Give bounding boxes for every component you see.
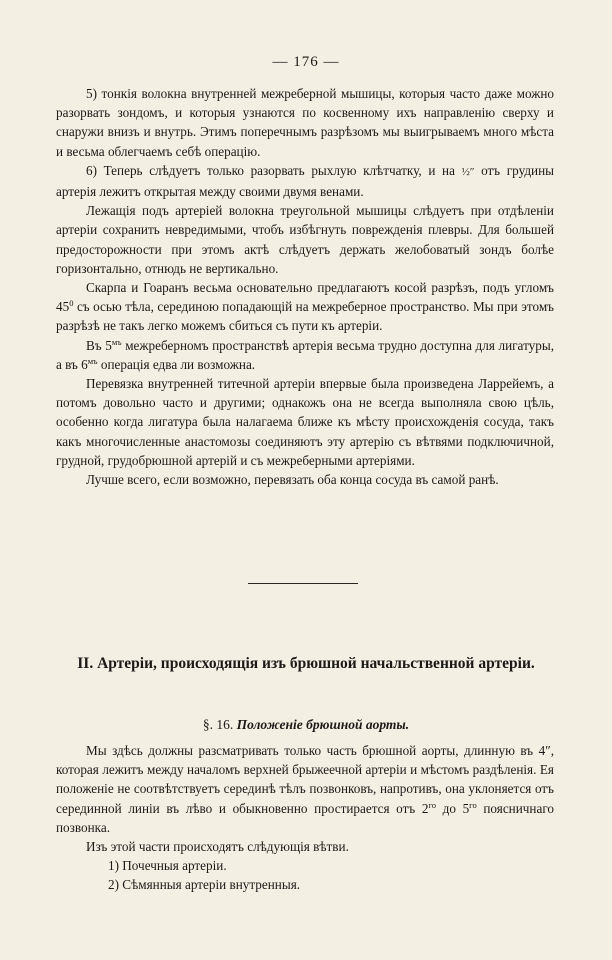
section-heading: II. Артеріи, происходящія изъ брюшной начальственной артеріи.	[77, 655, 535, 672]
paragraph-intercostal-mid: межреберномъ пространствѣ артерія весьма трудно доступна для лигатуры, а въ	[56, 337, 555, 372]
aorta-ordinal-1: го	[428, 799, 436, 810]
paragraph-6	[56, 161, 554, 201]
paragraph-scarpa-end: съ осью тѣла, серединою попадающій на межреберное пространство. Мы при этомъ разрѣзѣ не такъ легко можемъ сбиться съ пути къ артеріи.	[56, 299, 554, 334]
ordinal-suffix-2: мъ	[87, 355, 98, 366]
branches-intro: Изъ этой части происходятъ слѣдующія вѣтви.	[86, 839, 349, 855]
aorta-ordinal-2: го	[469, 799, 477, 810]
aorta-mid: до 5	[435, 800, 470, 816]
paragraph-ligation-history: Перевязка внутренней титечной артеріи впервые была произведена Ларрейемъ, а потомъ довольно часто и другими; однакожъ она не всегда выполняла свою цѣль, особенно когда лигатура была налагаема ближе къ мѣсту происхожденія сосуда, такъ какъ многочисленные анастомозы соединяютъ эту артерію съ вѣтвями подключичной, грудной, грудобрюшной артерій и съ межреберными артеріями.	[56, 376, 554, 468]
subsection-heading	[0, 715, 612, 735]
paragraph-aorta-position	[56, 741, 554, 837]
paragraph-6-end: отъ грудины артерія лежитъ открытая между своими двумя венами.	[56, 162, 555, 200]
degree-sign: 0	[69, 298, 74, 309]
list-item: 1) Почечныя артеріи.	[108, 858, 227, 874]
paragraph-scarpa-start: Скарпа и Гоаранъ весьма основательно предлагаютъ косой разрѣзъ, подъ угломъ 45	[56, 280, 554, 315]
paragraph-best-practice: Лучше всего, если возможно, перевязать оба конца сосуда въ самой ранѣ.	[86, 472, 499, 488]
ordinal-number-2: 6	[81, 356, 88, 372]
paragraph-intercostal-end: операція едва ли возможна.	[97, 356, 256, 372]
paragraph-5: 5) тонкія волокна внутренней межреберной мышицы, которыя часто даже можно разорвать зондомъ, и которыя узнаются по косвенному ихъ направленію сверху и снаружи внизъ и внутрь. Этимъ поперечнымъ разрѣзомъ мы выигрываемъ много мѣста и весьма облегчаемъ себѣ операцію.	[56, 86, 554, 159]
paragraph-intercostal	[56, 336, 554, 374]
body-text-bottom	[56, 741, 554, 895]
aorta-end: поясничнаго позвонка.	[56, 800, 554, 835]
section-divider	[248, 583, 358, 584]
paragraph-6-start: 6) Теперь слѣдуетъ только разорвать рыхлую клѣтчатку, и на	[86, 162, 462, 178]
aorta-start: Мы здѣсь должны разсматривать только часть брюшной аорты, длинную въ 4″, которая лежитъ между началомъ верхней брыжеечной артеріи и мѣстомъ раздѣленія. Ея положеніе не соотвѣтствуетъ серединѣ тѣлъ позвонковъ, напротивъ, она уклоняется отъ серединной линіи въ лѣво и обыкновенно простирается отъ 2	[56, 743, 554, 816]
paragraph-intercostal-start: Въ 5	[86, 337, 112, 353]
fraction-half-inch: ½″	[461, 165, 475, 178]
ordinal-suffix-1: мъ	[111, 336, 122, 347]
subsection-number: §. 16.	[202, 717, 234, 732]
page-number: — 176 —	[272, 54, 340, 70]
paragraph-triangular-muscle: Лежащія подъ артеріей волокна треугольной мышицы слѣдуетъ при отдѣленіи артеріи сохранить невредимыми, чтобъ избѣгнуть поврежденія плевры. Для большей предосторожности при этомъ актѣ слѣдуетъ держать желобоватый зондъ болѣе горизонтально, отнюдь не вертикально.	[56, 203, 554, 276]
body-text-top	[56, 84, 554, 489]
paragraph-scarpa	[56, 278, 554, 336]
subsection-title: Положеніе брюшной аорты.	[236, 717, 410, 732]
list-item: 2) Сѣмянныя артеріи внутренныя.	[108, 877, 301, 893]
